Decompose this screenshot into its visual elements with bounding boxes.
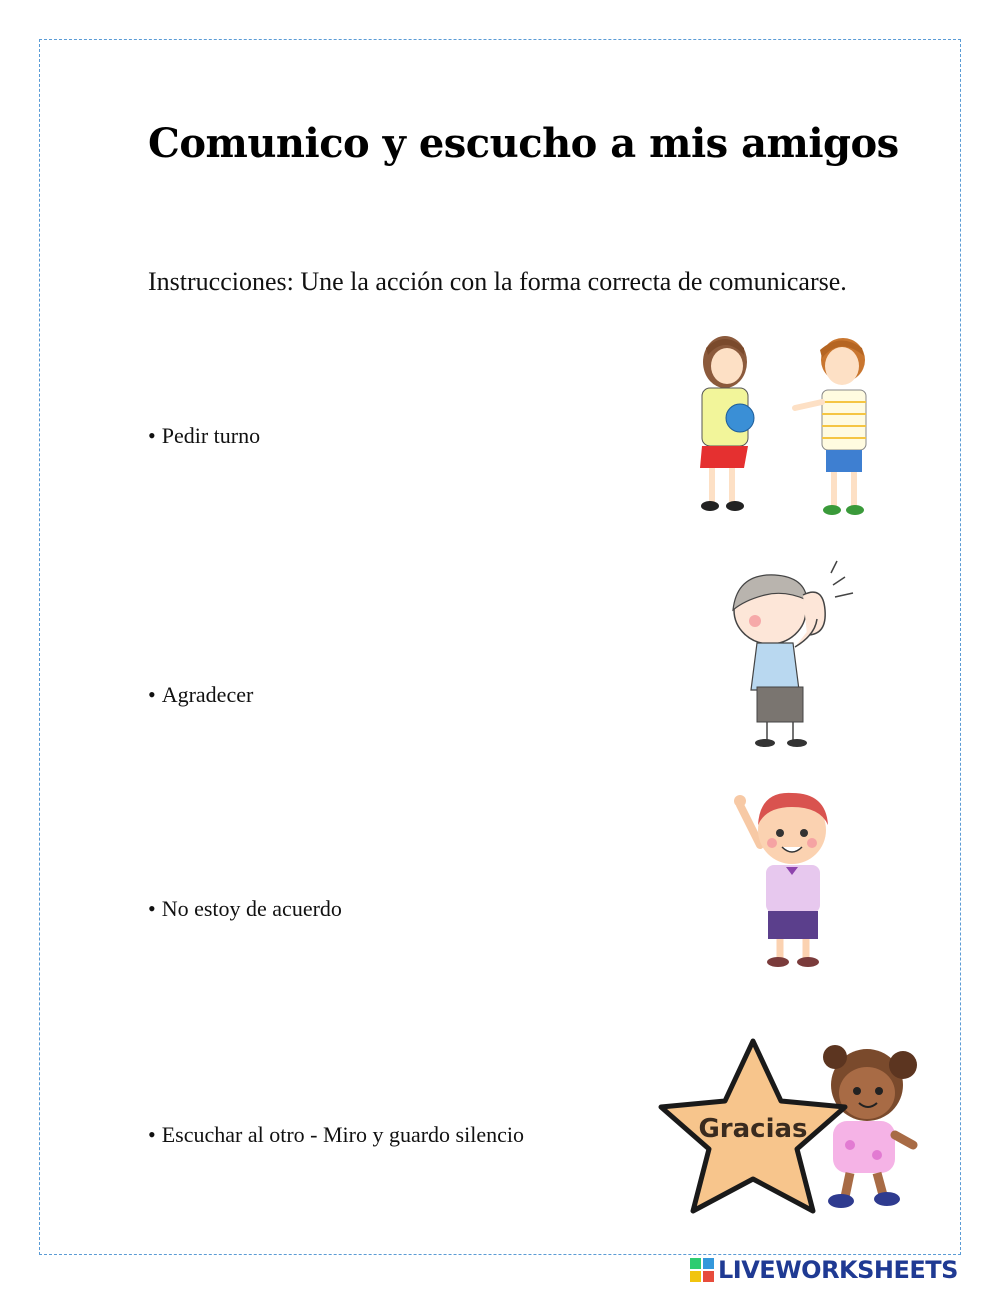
item-label: No estoy de acuerdo xyxy=(161,896,342,921)
bullet: • xyxy=(148,682,156,707)
item-label: Escuchar al otro - Miro y guardo silencio xyxy=(161,1122,524,1147)
logo-text: LIVEWORKSHEETS xyxy=(718,1256,958,1284)
list-item-no-estoy-de-acuerdo xyxy=(148,896,342,922)
gracias-star-girl-illustration[interactable] xyxy=(645,1035,925,1220)
list-item-agradecer xyxy=(148,682,253,708)
boy-figure xyxy=(795,338,866,515)
page-title: Comunico y escucho a mis amigos xyxy=(148,120,899,167)
raising-hand-child-figure xyxy=(734,793,828,967)
instructions-text: Instrucciones: Une la acción con la forma correcta de comunicarse. xyxy=(148,267,847,296)
bullet: • xyxy=(148,896,156,921)
child-listening-illustration[interactable] xyxy=(715,555,865,750)
list-item-escuchar-al-otro xyxy=(148,1122,524,1148)
star-shape xyxy=(661,1041,845,1211)
bullet: • xyxy=(148,423,156,448)
item-label: Agradecer xyxy=(161,682,254,707)
list-item-pedir-turno xyxy=(148,423,260,449)
star-text: Gracias xyxy=(698,1114,808,1144)
bullet: • xyxy=(148,1122,156,1147)
children-talking-illustration[interactable] xyxy=(680,330,890,530)
girl-figure xyxy=(700,336,754,511)
liveworksheets-logo[interactable] xyxy=(690,1256,990,1284)
child-raising-hand-illustration[interactable] xyxy=(730,785,850,970)
listening-child-figure xyxy=(733,561,853,747)
item-label: Pedir turno xyxy=(161,423,261,448)
liveworksheets-logo-icon xyxy=(690,1258,714,1282)
girl-figure xyxy=(823,1045,917,1208)
